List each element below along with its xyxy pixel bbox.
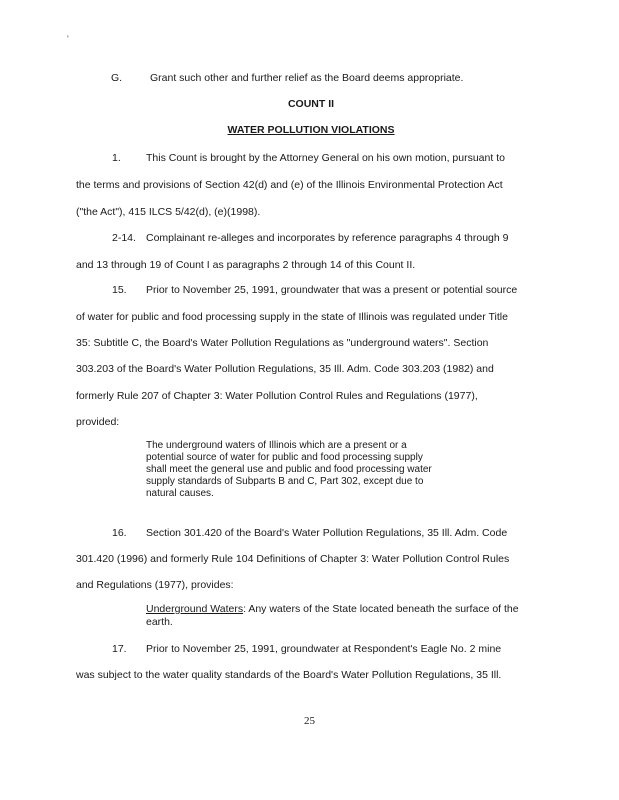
quote-line-5: natural causes.	[146, 488, 214, 499]
prayer-letter: G.	[111, 72, 123, 84]
para16-line-1	[76, 527, 546, 540]
para2-line-1	[76, 232, 546, 245]
count-title: WATER POLLUTION VIOLATIONS	[227, 124, 395, 136]
para17-number: 17.	[112, 643, 127, 655]
para16-text-1: Section 301.420 of the Board's Water Pollution Regulations, 35 Ill. Adm. Code	[146, 527, 508, 539]
para1-line-3: ("the Act"), 415 ILCS 5/42(d), (e)(1998).	[76, 206, 261, 218]
quote-line-4: supply standards of Subparts B and C, Part 302, except due to	[146, 476, 424, 487]
para1-line-2: the terms and provisions of Section 42(d) and (e) of the Illinois Environmental Protection Act	[76, 179, 503, 191]
para15-line-1	[76, 284, 546, 297]
para17-line-2: was subject to the water quality standards of the Board's Water Pollution Regulations, 35 Ill.	[76, 669, 502, 681]
para1-text-1: This Count is brought by the Attorney General on his own motion, pursuant to	[146, 152, 505, 164]
prayer-text: Grant such other and further relief as the Board deems appropriate.	[150, 72, 464, 84]
para15-line-6: provided:	[76, 416, 120, 428]
definition-term: Underground Waters	[146, 603, 244, 615]
count-heading: COUNT II	[287, 98, 335, 110]
para2-number: 2-14.	[112, 232, 136, 244]
para1-line-1	[76, 152, 546, 165]
para16-line-2: 301.420 (1996) and formerly Rule 104 Definitions of Chapter 3: Water Pollution Control Rules	[76, 553, 510, 565]
para17-text-1: Prior to November 25, 1991, groundwater at Respondent's Eagle No. 2 mine	[146, 643, 502, 655]
para1-number: 1.	[112, 152, 121, 164]
para2-text-1: Complainant re-alleges and incorporates by reference paragraphs 4 through 9	[146, 232, 509, 244]
page-number: 25	[304, 715, 315, 727]
para15-text-1: Prior to November 25, 1991, groundwater that was a present or potential source	[146, 284, 518, 296]
para15-number: 15.	[112, 284, 127, 296]
stray-mark: '	[67, 34, 69, 44]
definition	[146, 603, 546, 629]
quote-line-3: shall meet the general use and public and food processing water	[146, 464, 432, 475]
para2-line-2: and 13 through 19 of Count I as paragraphs 2 through 14 of this Count II.	[76, 259, 416, 271]
definition-text: : Any waters of the State located beneath the surface of the earth.	[146, 603, 519, 628]
para16-number: 16.	[112, 527, 127, 539]
para15-line-2: of water for public and food processing supply in the state of Illinois was regulated under Title	[76, 311, 508, 323]
para15-line-4: 303.203 of the Board's Water Pollution Regulations, 35 Ill. Adm. Code 303.203 (1982) and	[76, 363, 494, 375]
para16-line-3: and Regulations (1977), provides:	[76, 579, 234, 591]
para15-line-5: formerly Rule 207 of Chapter 3: Water Pollution Control Rules and Regulations (1977),	[76, 390, 478, 402]
prayer-line	[76, 72, 546, 85]
para17-line-1	[76, 643, 546, 656]
para15-line-3: 35: Subtitle C, the Board's Water Pollution Regulations as "underground waters". Section	[76, 337, 489, 349]
quote-line-2: potential source of water for public and food processing supply	[146, 452, 423, 463]
quote-line-1: The underground waters of Illinois which are a present or a	[146, 440, 407, 451]
